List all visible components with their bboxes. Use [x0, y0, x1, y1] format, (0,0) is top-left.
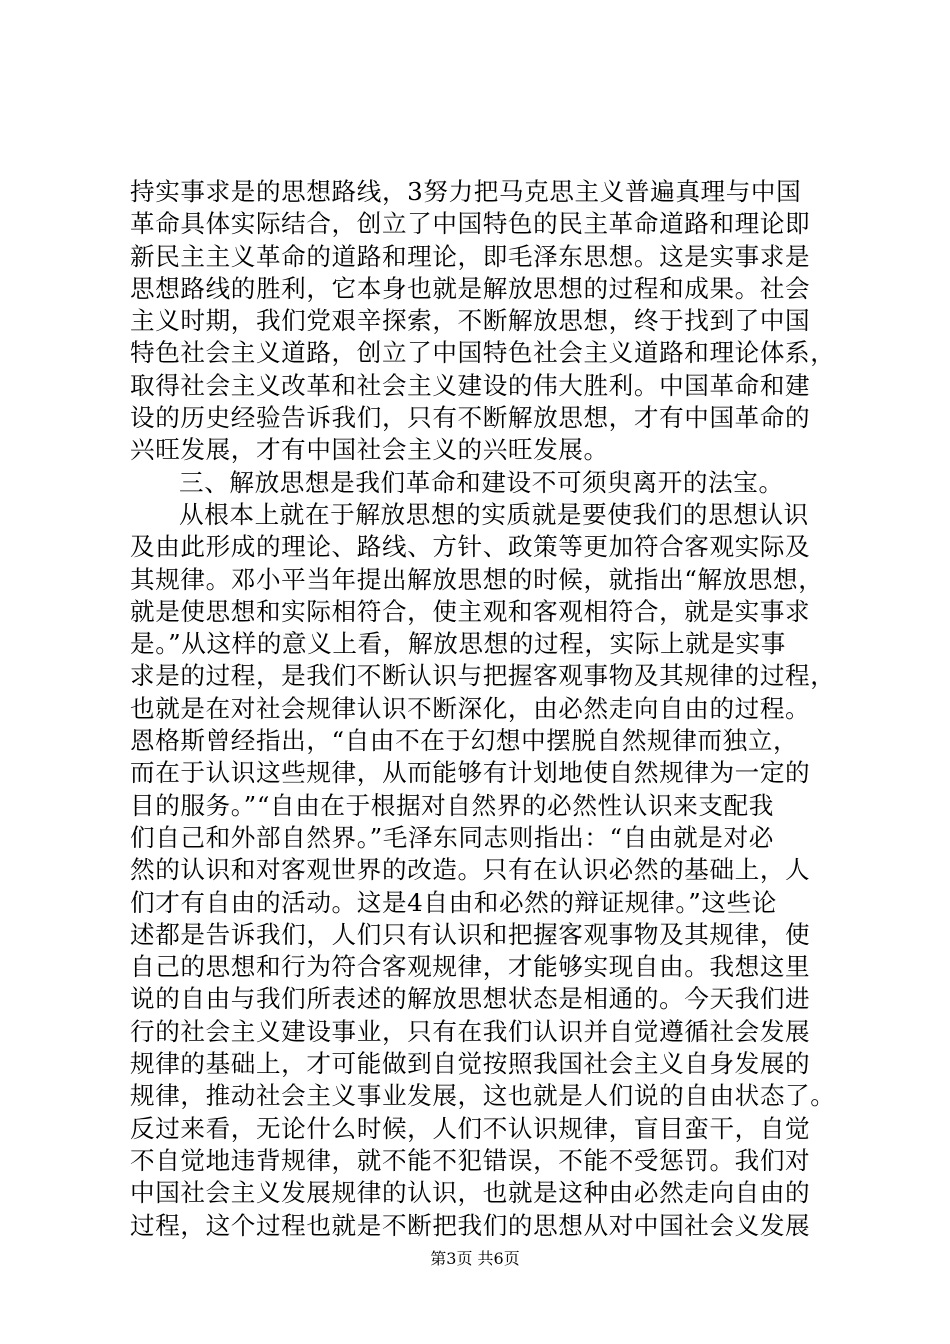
- text-line: 兴旺发展，才有中国社会主义的兴旺发展。: [130, 435, 609, 465]
- document-body: [130, 176, 850, 1242]
- text-line: 新民主主义革命的道路和理论，即毛泽东思想。这是实事求是: [130, 241, 811, 271]
- text-line: 持实事求是的思想路线，3努力把马克思主义普遍真理与中国: [130, 177, 802, 206]
- text-line: 主义时期，我们党艰辛探索，不断解放思想，终于找到了中国: [130, 306, 811, 336]
- text-line: 说的自由与我们所表述的解放思想状态是相通的。今天我们进: [130, 984, 811, 1014]
- text-line: 也就是在对社会规律认识不断深化，由必然走向自由的过程。: [130, 693, 811, 723]
- text-line: 及由此形成的理论、路线、方针、政策等更加符合客观实际及: [130, 532, 811, 562]
- text-line: 规律，推动社会主义事业发展，这也就是人们说的自由状态了。: [130, 1081, 836, 1111]
- text-line: 恩格斯曾经指出，“自由不在于幻想中摆脱自然规律而独立，: [130, 726, 799, 756]
- text-line: 们自己和外部自然界。”毛泽东同志则指出：“自由就是对必: [130, 822, 774, 852]
- text-line: 们才有自由的活动。这是4自由和必然的辩证规律。”这些论: [130, 887, 777, 917]
- text-line: 行的社会主义建设事业，只有在我们认识并自觉遵循社会发展: [130, 1016, 811, 1046]
- text-line: 革命具体实际结合，创立了中国特色的民主革命道路和理论即: [130, 209, 811, 239]
- text-line: 反过来看，无论什么时候，人们不认识规律，盲目蛮干，自觉: [130, 1113, 811, 1143]
- text-line: 目的服务。”“自由在于根据对自然界的必然性认识来支配我: [130, 790, 774, 820]
- text-line: 规律的基础上，才可能做到自觉按照我国社会主义自身发展的: [130, 1049, 811, 1079]
- text-line: 自己的思想和行为符合客观规律，才能够实现自由。我想这里: [130, 952, 811, 982]
- text-line: 思想路线的胜利，它本身也就是解放思想的过程和成果。社会: [130, 273, 811, 303]
- text-line: 而在于认识这些规律，从而能够有计划地使自然规律为一定的: [130, 758, 811, 788]
- text-line: 求是的过程，是我们不断认识与把握客观事物及其规律的过程，: [130, 661, 836, 691]
- text-line: 就是使思想和实际相符合，使主观和客观相符合，就是实事求: [130, 596, 811, 626]
- text-line: 设的历史经验告诉我们，只有不断解放思想，才有中国革命的: [130, 403, 811, 433]
- text-line: 取得社会主义改革和社会主义建设的伟大胜利。中国革命和建: [130, 370, 811, 400]
- text-line: 然的认识和对客观世界的改造。只有在认识必然的基础上，人: [130, 855, 811, 885]
- text-line: 从根本上就在于解放思想的实质就是要使我们的思想认识: [179, 499, 809, 529]
- text-line: 三、解放思想是我们革命和建设不可须臾离开的法宝。: [179, 467, 784, 497]
- page-footer: 第3页 共6页: [430, 1249, 520, 1268]
- text-line: 过程，这个过程也就是不断把我们的思想从对中国社会义发展: [130, 1210, 811, 1240]
- text-line: 中国社会主义发展规律的认识，也就是这种由必然走向自由的: [130, 1178, 811, 1208]
- text-line: 是。”从这样的意义上看，解放思想的过程，实际上就是实事: [130, 629, 786, 659]
- text-line: 特色社会主义道路，创立了中国特色社会主义道路和理论体系，: [130, 338, 836, 368]
- text-line: 不自觉地违背规律，就不能不犯错误，不能不受惩罚。我们对: [130, 1145, 811, 1175]
- text-line: 述都是告诉我们，人们只有认识和把握客观事物及其规律，使: [130, 919, 811, 949]
- text-line: 其规律。邓小平当年提出解放思想的时候，就指出“解放思想，: [130, 564, 824, 594]
